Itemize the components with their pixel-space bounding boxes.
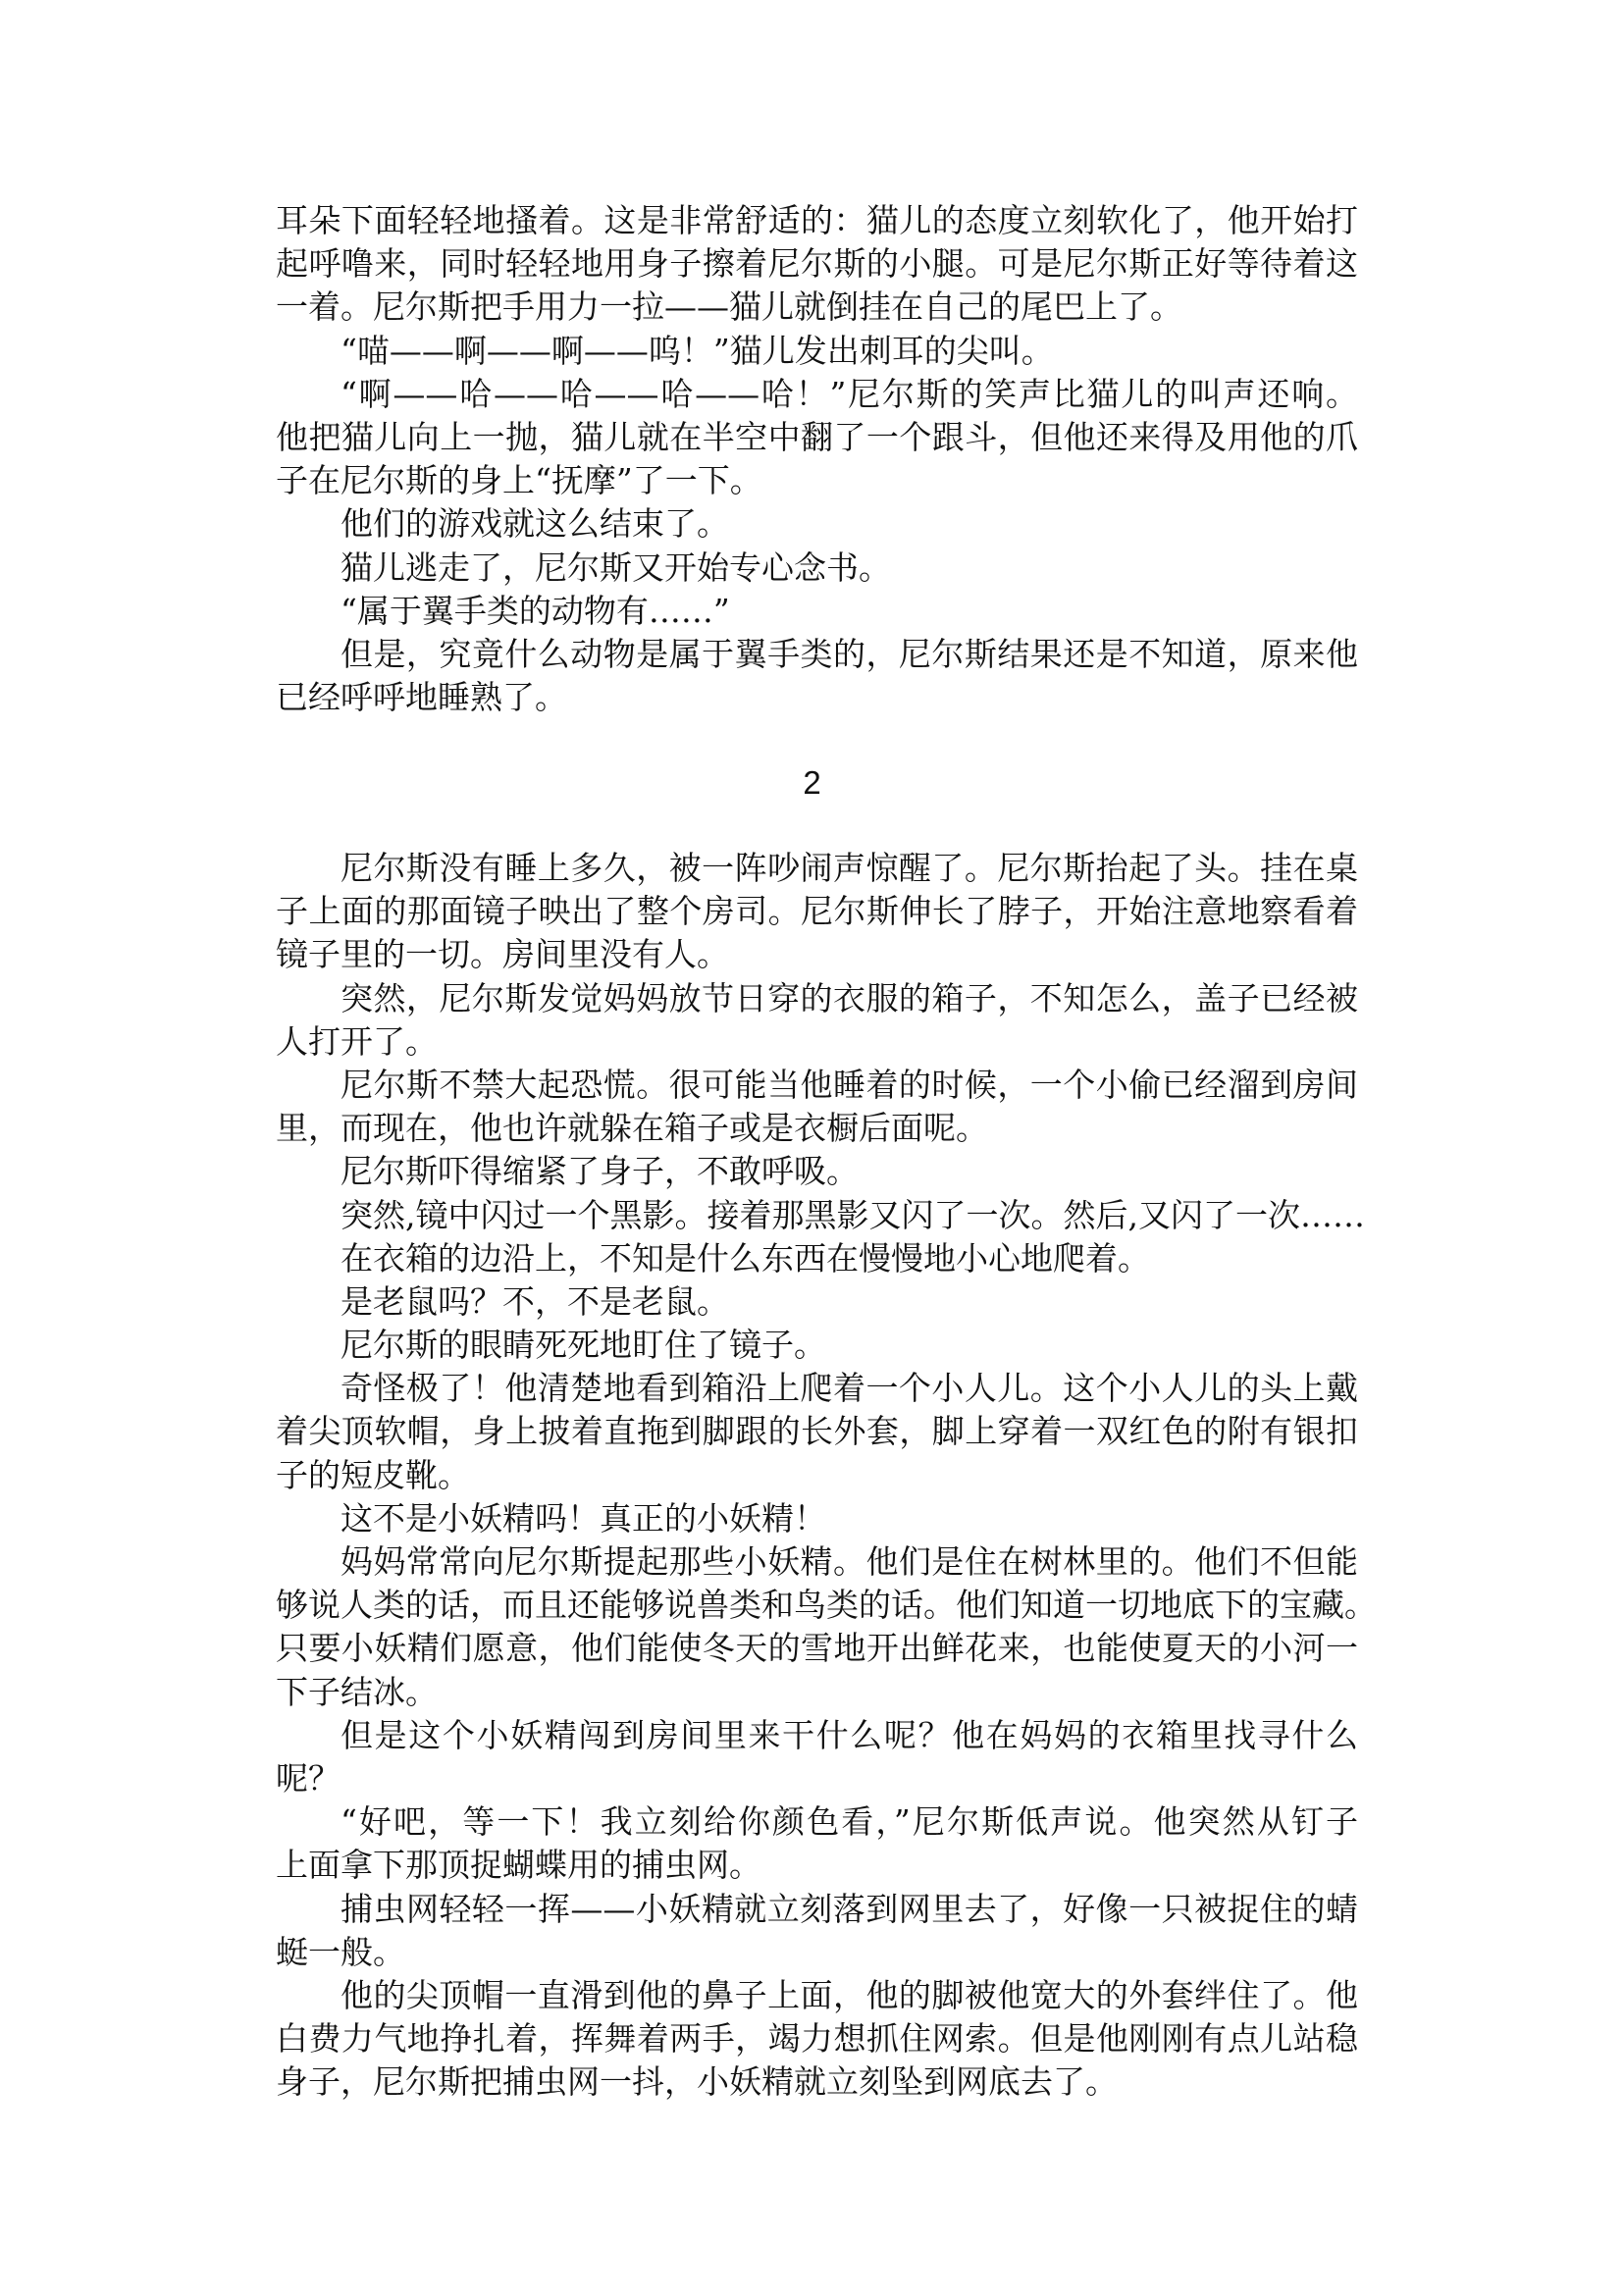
- text-line: 已经呼呼地睡熟了。: [276, 678, 567, 717]
- text-line: 突然，尼尔斯发觉妈妈放节日穿的衣服的箱子，不知怎么，盖子已经被: [341, 978, 1358, 1017]
- text-line: 身子，尼尔斯把捕虫网一抖，小妖精就立刻坠到网底去了。: [276, 2062, 1118, 2102]
- text-line: 尼尔斯没有睡上多久，被一阵吵闹声惊醒了。尼尔斯抬起了头。挂在桌: [341, 849, 1358, 887]
- text-line: 镜子里的一切。房间里没有人。: [276, 935, 729, 974]
- section-1-text: [276, 199, 1358, 719]
- text-line: “啊——哈——哈——哈——哈！”尼尔斯的笑声比猫儿的叫声还响。: [341, 374, 1358, 413]
- text-line: 子在尼尔斯的身上“抚摩”了一下。: [276, 461, 762, 500]
- paragraph: [276, 1280, 1358, 1324]
- paragraph: [276, 1540, 1377, 1714]
- text-line: 奇怪极了！他清楚地看到箱沿上爬着一个小人儿。这个小人儿的头上戴: [341, 1369, 1358, 1408]
- text-line: 妈妈常常向尼尔斯提起那些小妖精。他们是住在树林里的。他们不但能: [341, 1542, 1358, 1581]
- text-line: 但是，究竟什么动物是属于翼手类的，尼尔斯结果还是不知道，原来他: [341, 634, 1358, 673]
- text-line: 子上面的那面镜子映出了整个房司。尼尔斯伸长了脖子，开始注意地察看着: [276, 892, 1358, 931]
- text-line: 尼尔斯不禁大起恐慌。很可能当他睡着的时候，一个小偷已经溜到房间: [341, 1065, 1358, 1104]
- text-line: 上面拿下那顶捉蝴蝶用的捕虫网。: [276, 1846, 761, 1885]
- text-line: 尼尔斯的眼睛死死地盯住了镜子。: [341, 1326, 826, 1365]
- chapter-heading: 2: [803, 764, 821, 801]
- text-line: 人打开了。: [276, 1021, 438, 1061]
- paragraph: [276, 1237, 1358, 1280]
- text-line: 是老鼠吗？不，不是老鼠。: [341, 1281, 729, 1321]
- text-line: 但是这个小妖精闯到房间里来干什么呢？他在妈妈的衣箱里找寻什么: [341, 1715, 1358, 1754]
- paragraph: [276, 633, 1358, 719]
- paragraph: [276, 1800, 1358, 1887]
- text-line: 尼尔斯吓得缩紧了身子，不敢呼吸。: [341, 1152, 859, 1191]
- text-line: 下子结冰。: [276, 1672, 438, 1711]
- paragraph: [276, 330, 1358, 373]
- paragraph: [276, 547, 1358, 590]
- text-line: 一着。尼尔斯把手用力一拉——猫儿就倒挂在自己的尾巴上了。: [276, 287, 1182, 327]
- paragraph: [276, 590, 1358, 633]
- paragraph: [276, 1974, 1358, 2105]
- text-line: 呢？: [276, 1758, 341, 1798]
- paragraph: [276, 977, 1358, 1064]
- text-line: 这不是小妖精吗！真正的小妖精！: [341, 1498, 826, 1538]
- paragraph: [276, 502, 1358, 546]
- text-line: 白费力气地挣扎着，挥舞着两手，竭力想抓住网索。但是他刚刚有点儿站稳: [276, 2019, 1358, 2059]
- text-line: 在衣箱的边沿上，不知是什么东西在慢慢地小心地爬着。: [341, 1238, 1150, 1277]
- text-line: 蜓一般。: [276, 1932, 405, 1971]
- text-line: 猫儿逃走了，尼尔斯又开始专心念书。: [341, 547, 891, 587]
- text-line: 他把猫儿向上一抛，猫儿就在半空中翻了一个跟斗，但他还来得及用他的爪: [276, 417, 1358, 456]
- text-line: 够说人类的话，而且还能够说兽类和鸟类的话。他们知道一切地底下的宝藏。: [276, 1586, 1377, 1625]
- paragraph: [276, 199, 1358, 330]
- paragraph: [276, 1064, 1358, 1150]
- paragraph: [276, 1714, 1358, 1800]
- paragraph: [276, 373, 1358, 503]
- text-line: 他们的游戏就这么结束了。: [341, 504, 729, 544]
- text-line: 着尖顶软帽，身上披着直拖到脚跟的长外套，脚上穿着一双红色的附有银扣: [276, 1412, 1358, 1451]
- section-2-text: [276, 847, 1377, 2104]
- text-line: “属于翼手类的动物有……”: [341, 591, 730, 630]
- paragraph: [276, 1888, 1358, 1974]
- text-line: 捕虫网轻轻一挥——小妖精就立刻落到网里去了，好像一只被捉住的蜻: [341, 1889, 1358, 1928]
- paragraph: [276, 1150, 1358, 1193]
- paragraph: [276, 1194, 1365, 1237]
- text-line: 只要小妖精们愿意，他们能使冬天的雪地开出鲜花来，也能使夏天的小河一: [276, 1629, 1358, 1668]
- text-line: 突然,镜中闪过一个黑影。接着那黑影又闪了一次。然后,又闪了一次……: [341, 1195, 1365, 1234]
- paragraph: [276, 1497, 1358, 1540]
- text-line: “喵——啊——啊——呜！”猫儿发出刺耳的尖叫。: [341, 331, 1054, 370]
- paragraph: [276, 847, 1358, 977]
- text-line: 他的尖顶帽一直滑到他的鼻子上面，他的脚被他宽大的外套绊住了。他: [341, 1975, 1358, 2014]
- text-line: 里，而现在，他也许就躲在箱子或是衣橱后面呢。: [276, 1109, 988, 1148]
- paragraph: [276, 1367, 1358, 1497]
- text-line: 子的短皮靴。: [276, 1455, 470, 1494]
- text-line: 起呼噜来，同时轻轻地用身子擦着尼尔斯的小腿。可是尼尔斯正好等待着这: [276, 244, 1358, 284]
- paragraph: [276, 1324, 1358, 1367]
- text-line: 耳朵下面轻轻地搔着。这是非常舒适的：猫儿的态度立刻软化了，他开始打: [276, 201, 1358, 239]
- text-line: “好吧，等一下！我立刻给你颜色看，”尼尔斯低声说。他突然从钉子: [341, 1802, 1358, 1842]
